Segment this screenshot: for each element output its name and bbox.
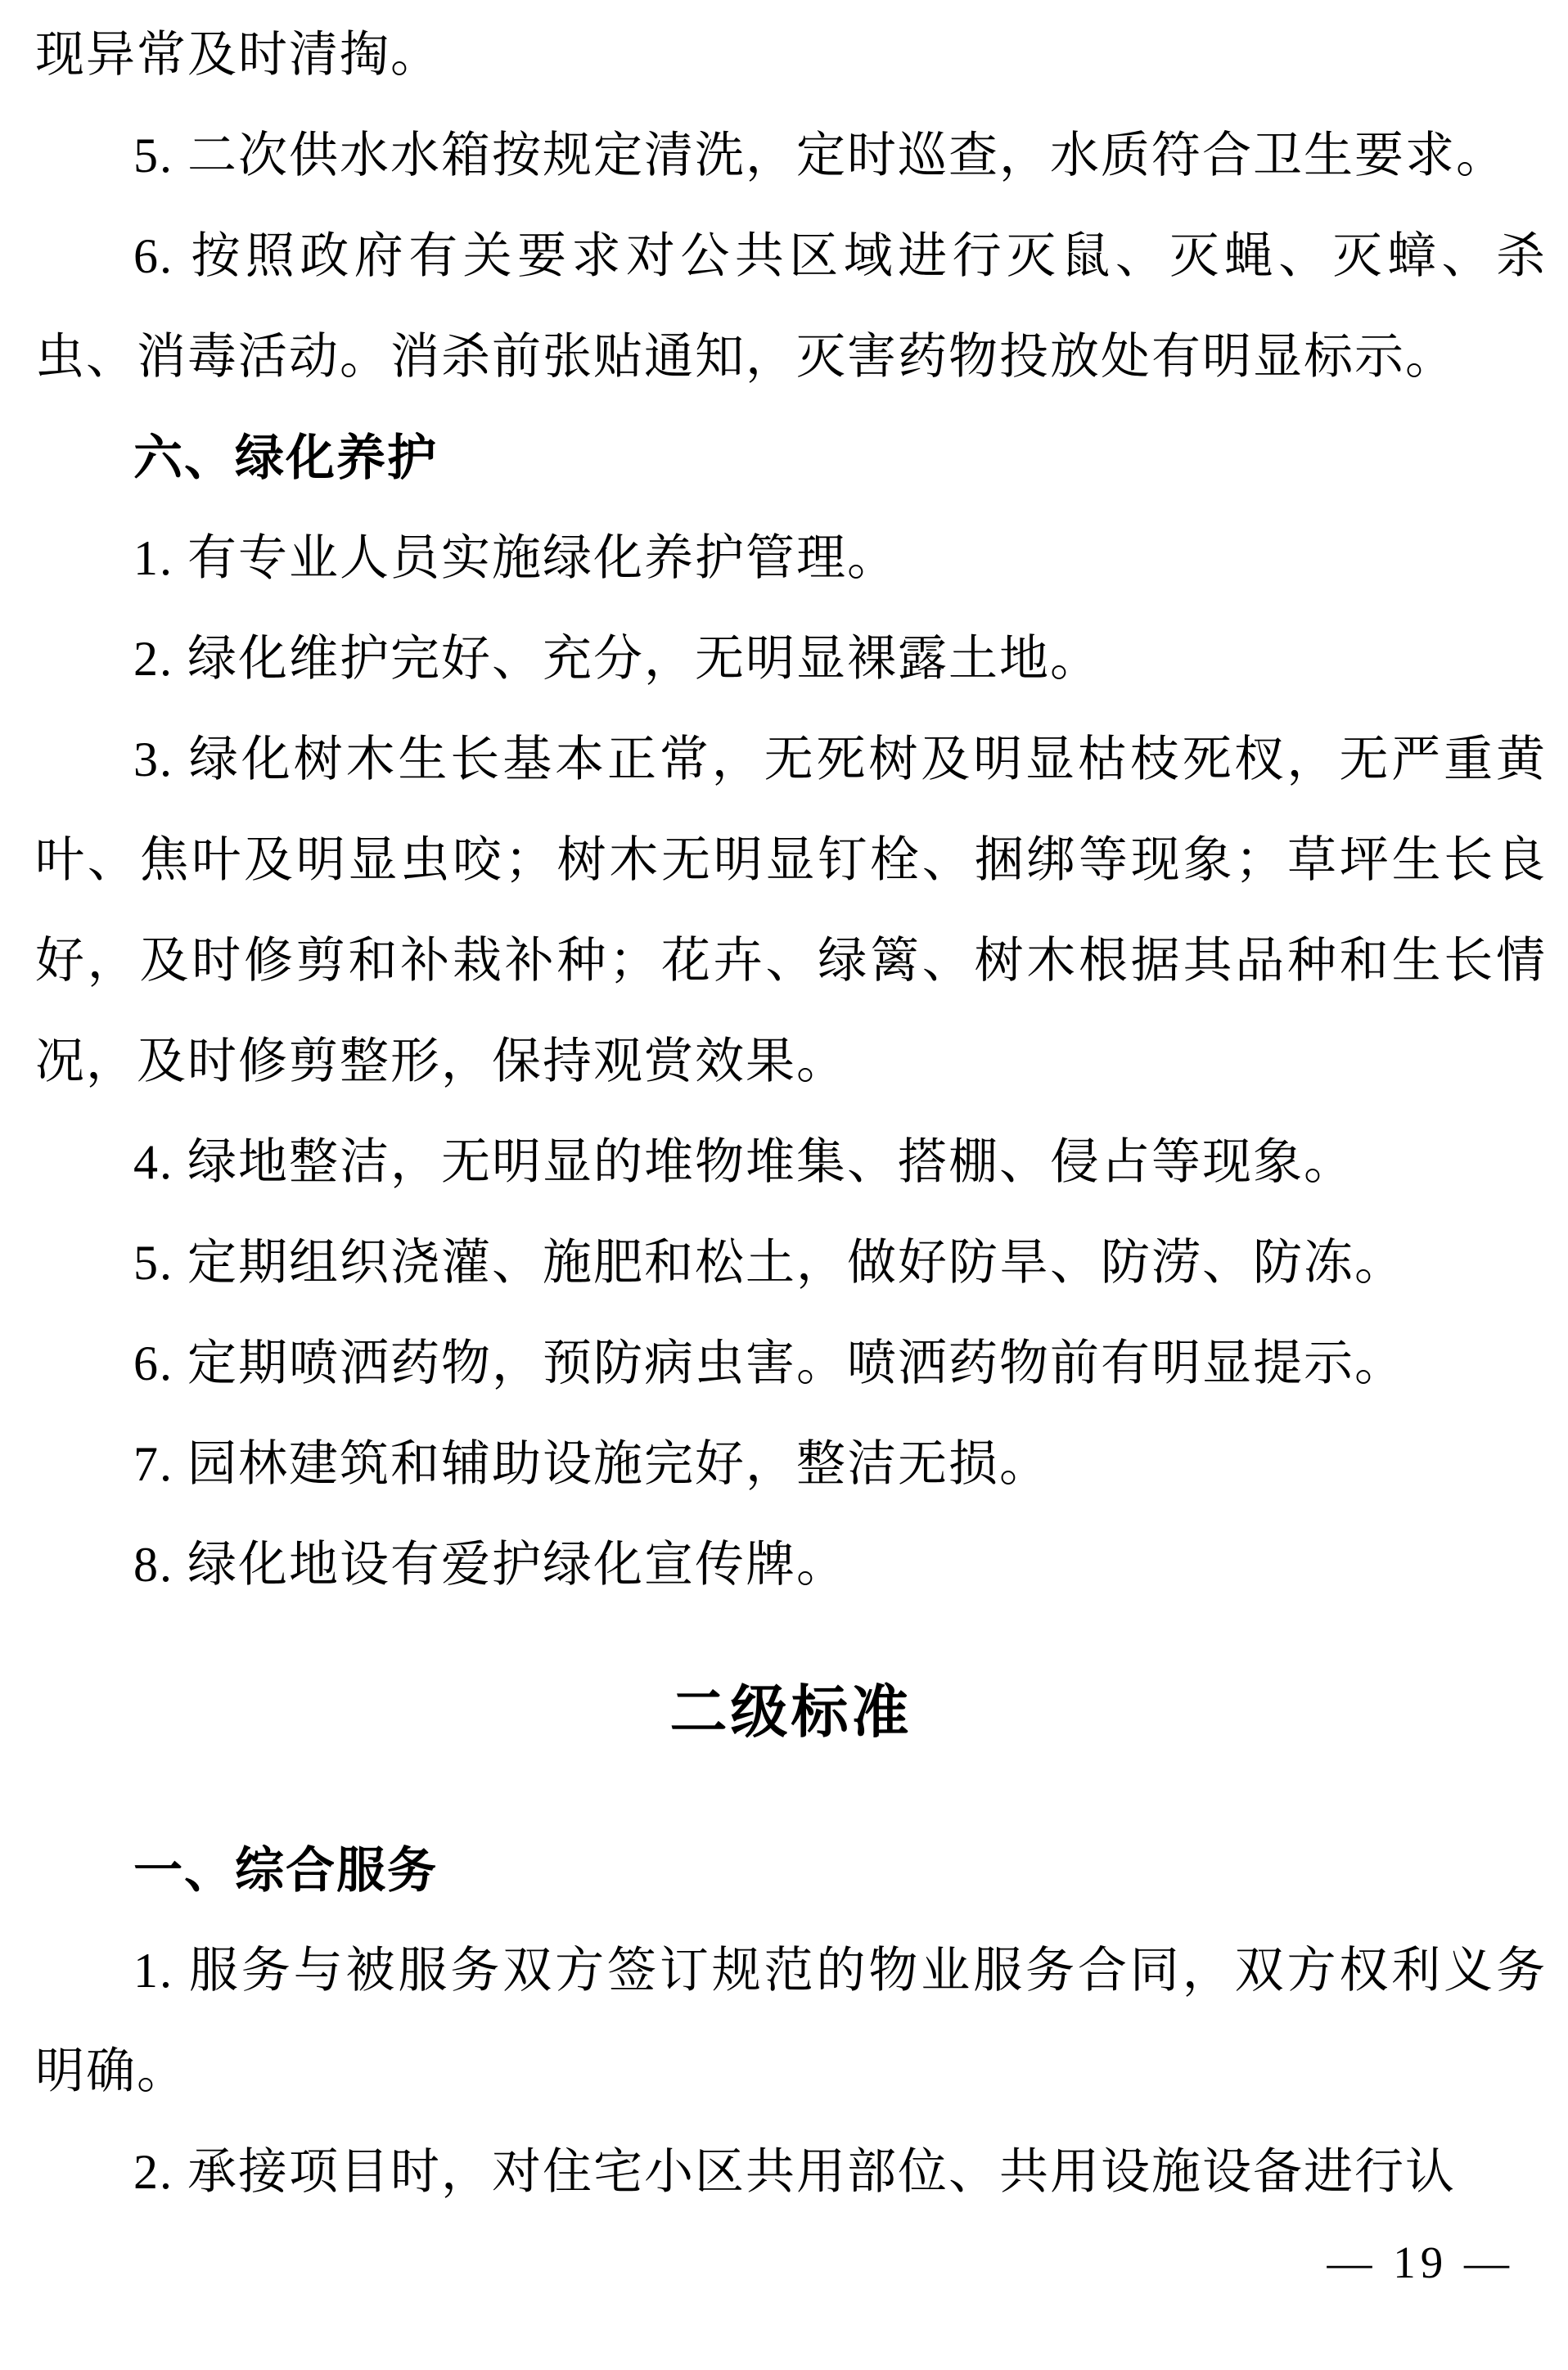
- page-number: — 19 —: [1327, 2237, 1514, 2287]
- section-heading: 六、绿化养护: [133, 430, 438, 485]
- list-item: 8. 绿化地设有爱护绿化宣传牌。: [133, 1538, 847, 1592]
- document-content: [35, 5, 1547, 2223]
- list-item: 5. 定期组织浇灌、施肥和松土，做好防旱、防涝、防冻。: [133, 1236, 1405, 1290]
- page-title: 二级标准: [669, 1680, 912, 1744]
- list-item: 3. 绿化树木生长基本正常，无死树及明显枯枝死杈，无严重黄叶、焦叶及明显虫咬；树木无明显钉栓、捆绑等现象；草坪生长良好，及时修剪和补栽补种；花卉、绿篱、树木根据其品种和生长情况，及时修剪整形，保持观赏效果。: [35, 732, 1547, 1088]
- list-item: 6. 按照政府有关要求对公共区域进行灭鼠、灭蝇、灭蟑、杀虫、消毒活动。消杀前张贴通知，灭害药物投放处有明显标示。: [35, 229, 1547, 384]
- section-heading: 一、综合服务: [133, 1843, 438, 1898]
- list-item: 1. 服务与被服务双方签订规范的物业服务合同，双方权利义务明确。: [35, 1944, 1547, 2098]
- list-item: 4. 绿地整洁，无明显的堆物堆集、搭棚、侵占等现象。: [133, 1135, 1354, 1189]
- list-item: 2. 承接项目时，对住宅小区共用部位、共用设施设备进行认: [133, 2145, 1456, 2199]
- list-item: 5. 二次供水水箱按规定清洗，定时巡查，水质符合卫生要求。: [133, 128, 1507, 182]
- paragraph-continuation: 现异常及时清掏。: [35, 28, 441, 82]
- list-item: 7. 园林建筑和辅助设施完好，整洁无损。: [133, 1437, 1050, 1491]
- list-item: 2. 绿化维护完好、充分，无明显裸露土地。: [133, 632, 1101, 686]
- list-item: 1. 有专业人员实施绿化养护管理。: [133, 531, 898, 585]
- list-item: 6. 定期喷洒药物，预防病虫害。喷洒药物前有明显提示。: [133, 1336, 1405, 1390]
